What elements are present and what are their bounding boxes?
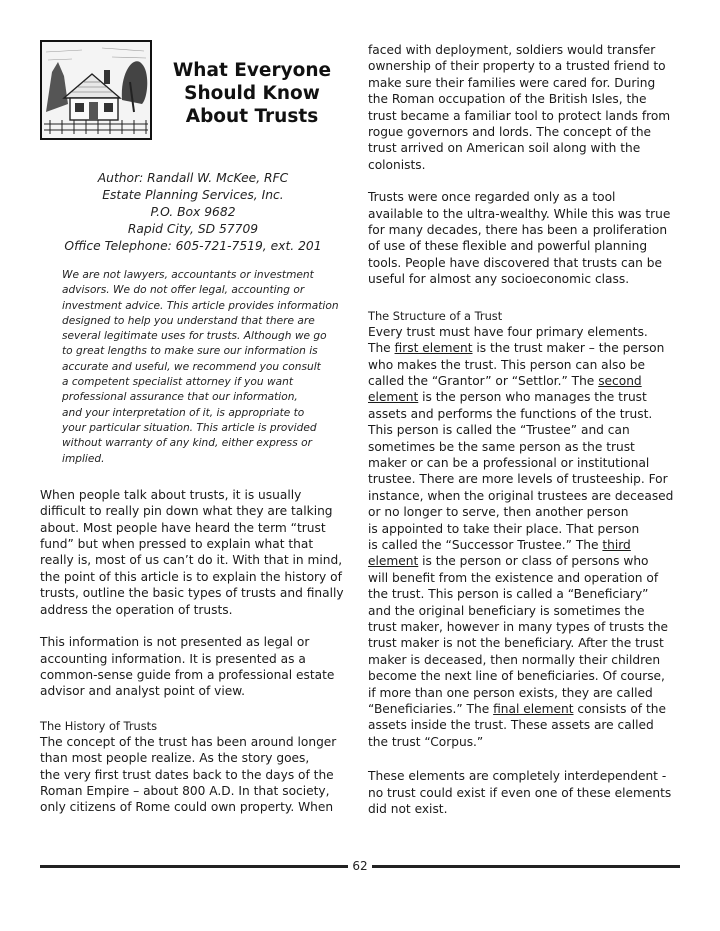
text-line: who makes the trust. This person can also be [368, 357, 645, 372]
text-line: the point of this article is to explain the history of [40, 569, 342, 584]
text-line: ownership of their property to a trusted friend to [368, 59, 666, 74]
text-line: “Beneficiaries.” The final element consists of the [368, 702, 666, 717]
notice-paragraph [40, 634, 346, 700]
text-line: is called the “Successor Trustee.” The third [368, 537, 631, 552]
text-line: of use of these flexible and powerful planning [368, 239, 648, 254]
page-number: 62 [352, 859, 368, 873]
article-title [152, 53, 346, 128]
text-line: trust arrived on American soil along with the [368, 141, 641, 156]
text-line: than most people realize. As the story goes, [40, 751, 310, 766]
text-line: available to the ultra-wealthy. While this was true [368, 206, 671, 221]
disclaimer-line: several legitimate uses for trusts. Although we go [62, 330, 327, 343]
text-line: useful for almost any socioeconomic class. [368, 272, 630, 287]
text-line: maker is deceased, then normally their children [368, 652, 661, 667]
text-line: trust maker, however in many types of trusts the [368, 620, 669, 634]
text-line: Every trust must have four primary elements. [368, 324, 648, 339]
text-line: faced with deployment, soldiers would transfer [368, 43, 656, 57]
text-line: difficult to really pin down what they are talking [40, 504, 333, 519]
text-line: for many decades, there has been a proliferation [368, 223, 668, 238]
disclaimer-line: designed to help you understand that there are [62, 314, 315, 327]
text-line: rogue governors and lords. The concept of the [368, 125, 652, 140]
third-element-term: third [602, 537, 631, 552]
title-line: About Trusts [185, 105, 319, 127]
text-line: the trust “Corpus.” [368, 734, 484, 749]
text-line: about. Most people have heard the term “trust [40, 520, 326, 535]
disclaimer-line: We are not lawyers, accountants or investment [62, 269, 314, 281]
disclaimer-line: and your interpretation of it, is appropriate to [62, 406, 305, 419]
text-line: element is the person or class of persons who [368, 554, 649, 569]
history-paragraph [40, 734, 346, 816]
text-line: tools. People have discovered that trusts can be [368, 255, 662, 270]
text-line: maker or can be a professional or institutional [368, 455, 650, 470]
text-line: really is, most of us can’t do it. With that in mind, [40, 553, 343, 568]
author-telephone: Office Telephone: 605-721-7519, ext. 201 [64, 239, 322, 253]
disclaimer [62, 268, 342, 467]
text-line: or no longer to serve, then another person [368, 505, 629, 520]
text-line: sometimes be the same person as the trust [368, 439, 635, 454]
wealthy-paragraph [368, 189, 680, 287]
text-line: When people talk about trusts, it is usually [40, 487, 302, 502]
text-line: did not exist. [368, 802, 448, 817]
text-line: This information is not presented as legal or [40, 635, 310, 650]
first-element-term: first element [394, 341, 473, 356]
disclaimer-line: investment advice. This article provides information [62, 299, 339, 312]
text-line: the very first trust dates back to the days of the [40, 767, 334, 782]
footer-rule-right [372, 865, 680, 868]
disclaimer-line: implied. [62, 452, 105, 465]
text-line: The concept of the trust has been around longer [40, 734, 337, 749]
text-line: trusts, outline the basic types of trusts and finally [40, 586, 344, 601]
author-city: Rapid City, SD 57709 [127, 222, 259, 236]
text-line: make sure their families were cared for. During [368, 75, 656, 90]
author-po-box: P.O. Box 9682 [150, 205, 236, 219]
text-line: colonists. [368, 157, 426, 172]
text-line: Trusts were once regarded only as a tool [368, 190, 616, 205]
text-line: assets and performs the functions of the trust. [368, 406, 653, 421]
text-line: advisor and analyst point of view. [40, 684, 245, 699]
text-line: These elements are completely interdependent - [368, 769, 667, 784]
text-line: instance, when the original trustees are deceased [368, 488, 674, 503]
text-line: trustee. There are more levels of trusteeship. For [368, 472, 668, 487]
disclaimer-line: to great lengths to make sure our information is [62, 345, 318, 358]
structure-heading: The Structure of a Trust [368, 308, 503, 323]
structure-paragraph [368, 324, 680, 751]
final-element-term: final element [493, 702, 574, 717]
text-line: address the operation of trusts. [40, 602, 233, 617]
text-line: accounting information. It is presented as a [40, 651, 306, 666]
text-line: will benefit from the existence and operation of [368, 570, 659, 585]
intro-paragraph [40, 487, 346, 618]
left-column [40, 40, 346, 816]
disclaimer-line: a competent specialist attorney if you want [62, 376, 293, 389]
text-line: the Roman occupation of the British Isles, the [368, 92, 647, 107]
title-line: What Everyone [172, 59, 332, 81]
text-line: trust became a familiar tool to protect lands from [368, 108, 671, 123]
text-line: and the original beneficiary is sometimes the [368, 603, 645, 618]
text-line: the trust. This person is called a “Beneficiary” [368, 587, 649, 602]
text-line: The first element is the trust maker – the person [368, 341, 665, 356]
right-column [368, 42, 680, 817]
text-line: become the next line of beneficiaries. Of course, [368, 669, 665, 684]
disclaimer-line: your particular situation. This article is provided [62, 421, 317, 434]
text-line: This person is called the “Trustee” and can [368, 423, 630, 438]
text-line: only citizens of Rome could own property. When [40, 800, 334, 815]
house-illustration-icon [40, 40, 152, 140]
disclaimer-line: advisors. We do not offer legal, accounting or [62, 284, 305, 297]
text-line: Roman Empire – about 800 A.D. In that society, [40, 783, 330, 798]
text-line: common-sense guide from a professional estate [40, 667, 335, 682]
author-line: Author: Randall W. McKee, RFC [97, 171, 289, 185]
text-line: element is the person who manages the trust [368, 390, 647, 405]
title-line: Should Know [184, 82, 320, 104]
page-footer [40, 856, 680, 876]
text-line: fund” but when pressed to explain what that [40, 537, 314, 552]
text-line: if more than one person exists, they are called [368, 685, 653, 700]
author-company: Estate Planning Services, Inc. [102, 188, 284, 202]
second-element-term-cont: element [368, 390, 419, 405]
author-block [40, 170, 346, 255]
footer-rule-left [40, 865, 348, 868]
history-heading: The History of Trusts [40, 718, 158, 733]
text-line: trust maker is not the beneficiary. After the trust [368, 636, 664, 651]
article-header [40, 40, 346, 140]
disclaimer-line: without warranty of any kind, either express or [62, 437, 312, 450]
text-line: called the “Grantor” or “Settlor.” The second [368, 373, 642, 388]
text-line: is appointed to take their place. That person [368, 521, 640, 536]
disclaimer-line: professional assurance that our information, [62, 391, 298, 404]
second-element-term: second [598, 373, 642, 388]
history-continued-paragraph [368, 42, 680, 173]
text-line: assets inside the trust. These assets are called [368, 718, 654, 733]
third-element-term-cont: element [368, 554, 419, 569]
text-line: no trust could exist if even one of these elements [368, 785, 672, 800]
disclaimer-line: accurate and useful, we recommend you consult [62, 360, 321, 373]
interdependence-paragraph [368, 768, 680, 817]
